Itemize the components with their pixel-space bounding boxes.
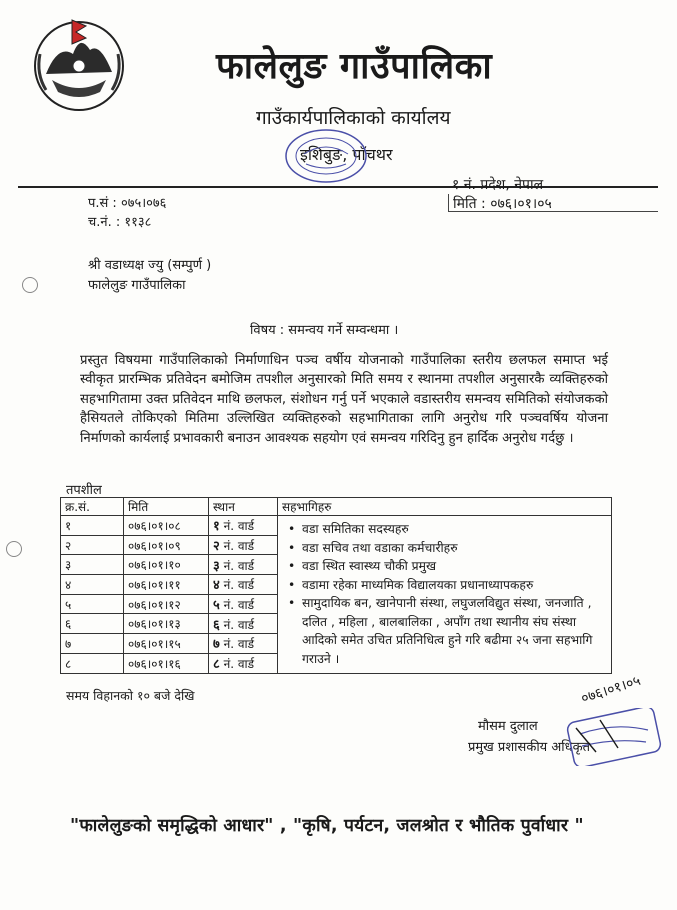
reference-number: प.सं : ०७५।०७६ (88, 196, 167, 211)
list-item: • वडा समितिका सदस्यहरु (302, 520, 607, 539)
ward-label: नं. वार्ड (223, 519, 255, 534)
cell-place (209, 555, 278, 575)
header-date: मिति (124, 498, 209, 516)
letter-body: प्रस्तुत विषयमा गाउँपालिकाको निर्माणाधिन पञ्च वर्षीय योजनाको गाउँपालिका स्तरीय छलफल समाप्त भई स्वीकृत प्रारम्भिक प्रतिवेदन बमोजिम तपशील अनुसारको मिति समय र स्थानमा तपशील अनुसारकै व्यक्तिहरुको सहभागितामा उक्त प्रतिवेदन माथि छलफल, संशोधन गर्नु पर्ने भएकाले वडास्तरीय समन्वय समितिको संयोजकको हैसियतले तोकिएको मितिमा उल्लिखित व्यक्तिहरुको सहभागिताका लागि अनुरोध गरि पञ्चवर्षिय योजना निर्माणको कार्यलाई प्रभावकारी बनाउन आवश्यक सहयोग एवं समन्वय गरिदिनु हुन हार्दिक अनुरोध गर्दछु । (80, 353, 608, 446)
schedule-table (60, 497, 612, 674)
dispatch-number: च.नं. : ११३८ (88, 215, 152, 230)
cell-serial: ५ (61, 594, 124, 614)
footer-slogan: "फालेलुङको समृद्धिको आधार" , "कृषि, पर्यटन, जलश्रोत र भौतिक पुर्वाधार " (70, 816, 584, 836)
cell-date: ०७६।०१।१६ (124, 653, 209, 673)
recipient-organization: फालेलुङ गाउँपालिका (88, 278, 186, 293)
time-note: समय विहानको १० बजे देखि (66, 688, 195, 703)
ward-number: ७ (213, 637, 220, 653)
office-address: इशिबुङ, पाँचथर (300, 145, 393, 164)
office-name: गाउँकार्यपालिकाको कार्यालय (256, 107, 451, 129)
cell-date: ०७६।०१।११ (124, 575, 209, 595)
official-stamp-top (282, 126, 370, 186)
ward-label: नं. वार्ड (223, 598, 255, 613)
punch-hole (6, 541, 22, 557)
cell-place (209, 653, 278, 673)
ward-number: २ (213, 539, 220, 555)
cell-place (209, 634, 278, 654)
government-emblem-logo (28, 14, 130, 114)
cell-date: ०७६।०१।१३ (124, 614, 209, 634)
ward-number: ५ (213, 598, 220, 614)
letter-subject: विषय : समन्वय गर्ने सम्वन्धमा । (250, 323, 399, 338)
cell-serial: ३ (61, 555, 124, 575)
cell-serial: ४ (61, 575, 124, 595)
ward-label: नं. वार्ड (223, 617, 255, 632)
official-stamp-bottom (566, 708, 662, 766)
annex-label: तपशील (66, 483, 102, 498)
list-item: • सामुदायिक बन, खानेपानी संस्था, लघुजलविद्युत संस्था, जनजाति , दलित , महिला , बालबालिका , अपाँग तथा स्थानीय संघ संस्था आदिको समेत उचित प्रतिनिधित्व हुने गरि बढीमा २५ जना सहभागि गराउने । (302, 594, 607, 668)
letter-date: मिति : ०७६।०१।०५ (448, 194, 658, 212)
ward-label: नं. वार्ड (223, 578, 255, 593)
ward-number: ८ (213, 657, 220, 673)
ward-label: नं. वार्ड (223, 657, 255, 672)
list-item: • वडामा रहेका माध्यमिक विद्यालयका प्रधानाध्यापकहरु (302, 576, 607, 595)
ward-number: ४ (213, 578, 220, 594)
cell-date: ०७६।०१।०९ (124, 535, 209, 555)
header-serial: क्र.सं. (61, 498, 124, 516)
signer-title: प्रमुख प्रशासकीय अधिकृत (468, 740, 591, 755)
participants-cell (278, 516, 612, 674)
cell-serial: ८ (61, 653, 124, 673)
organization-name: फालेलुङ गाउँपालिका (216, 46, 493, 87)
cell-place (209, 614, 278, 634)
province-line: १ नं. प्रदेश, नेपाल (452, 177, 544, 193)
cell-serial: २ (61, 535, 124, 555)
ward-number: ६ (213, 617, 220, 633)
header-participants: सहभागिहरु (278, 498, 612, 516)
list-item: • वडा स्थित स्वास्थ्य चौकी प्रमुख (302, 557, 607, 576)
cell-place (209, 594, 278, 614)
cell-date: ०७६।०१।१५ (124, 634, 209, 654)
list-item: • वडा सचिव तथा वडाका कर्मचारीहरु (302, 539, 607, 558)
ward-number: १ (213, 519, 220, 535)
ward-label: नं. वार्ड (223, 539, 255, 554)
punch-hole (22, 277, 38, 293)
cell-serial: १ (61, 516, 124, 536)
cell-serial: ६ (61, 614, 124, 634)
participants-list (282, 520, 607, 668)
recipient-title: श्री वडाध्यक्ष ज्यु (सम्पुर्ण ) (88, 258, 212, 273)
ward-label: नं. वार्ड (223, 558, 255, 573)
ward-label: नं. वार्ड (223, 637, 255, 652)
ward-number: ३ (213, 558, 220, 574)
table-header-row (61, 498, 612, 516)
cell-place (209, 516, 278, 536)
cell-place (209, 535, 278, 555)
cell-place (209, 575, 278, 595)
header-divider (18, 186, 658, 188)
handwritten-date: ०७६।०१।०५ (579, 672, 643, 708)
signer-name: मौसम दुलाल (478, 719, 538, 734)
table-row (61, 516, 612, 536)
cell-date: ०७६।०१।१२ (124, 594, 209, 614)
cell-serial: ७ (61, 634, 124, 654)
header-place: स्थान (209, 498, 278, 516)
cell-date: ०७६।०१।१० (124, 555, 209, 575)
cell-date: ०७६।०१।०८ (124, 516, 209, 536)
